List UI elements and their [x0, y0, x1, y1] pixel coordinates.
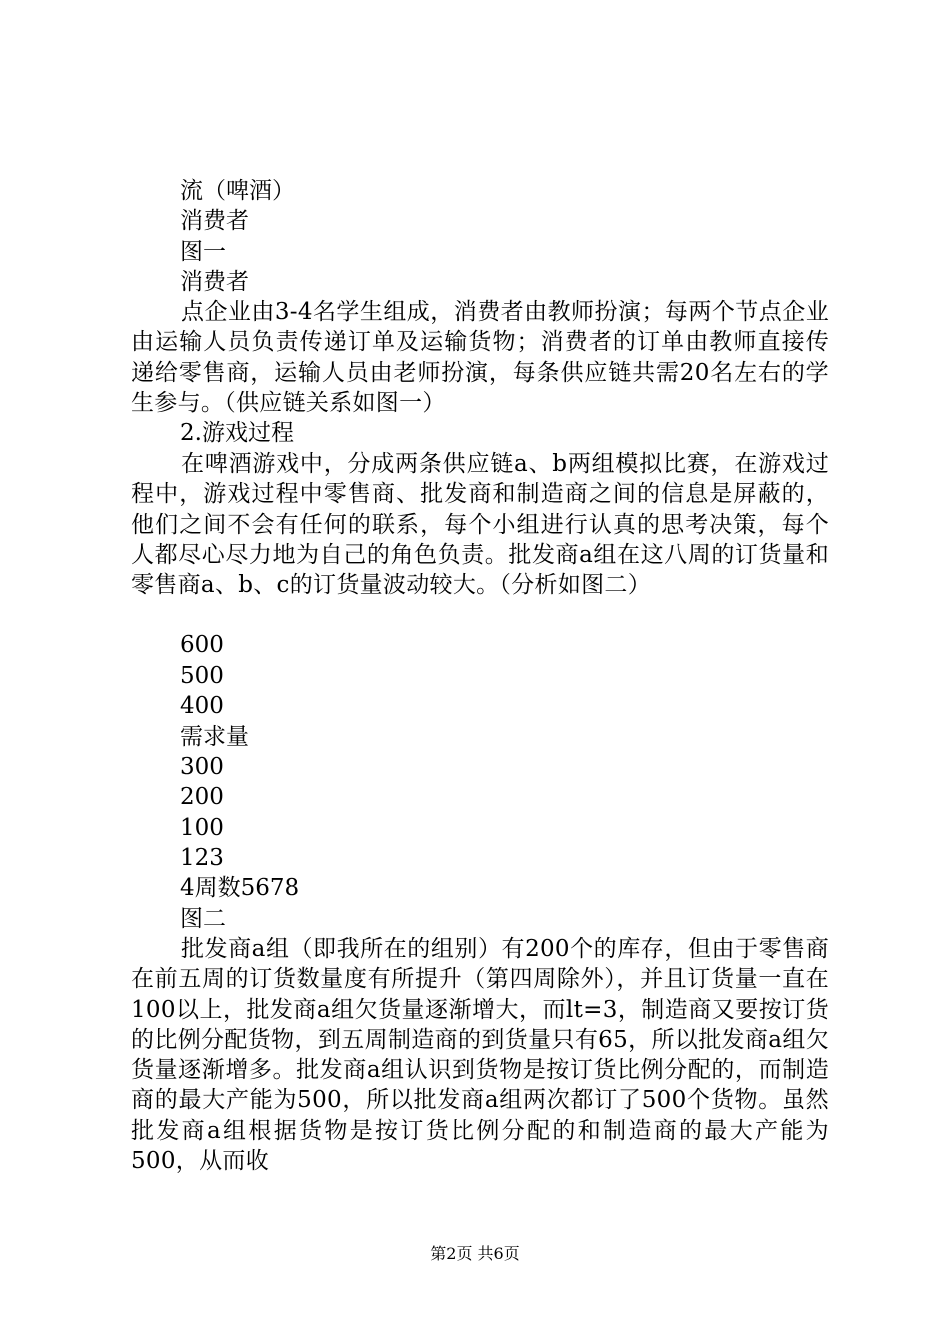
- text-line-liu-pijiu: 流（啤酒）: [180, 178, 295, 204]
- text-line-consumer-2: 消费者: [180, 269, 249, 295]
- chart-text-123: 123: [180, 845, 224, 871]
- chart-text-weeks: 4周数5678: [180, 875, 300, 901]
- paragraph-wholesaler-analysis: 批发商a组（即我所在的组别）有200个的库存，但由于零售商在前五周的订货数量度有所提升（第四周除外），并且订货量一直在100以上，批发商a组欠货量逐渐增大，而lt=3，制造商又要按订货的比例分配货物，到五周制造商的到货量只有65，所以批发商a组欠货量逐渐增多。批发商a组认识到货物是按订货比例分配的，而制造商的最大产能为500，所以批发商a组两次都订了500个货物。虽然批发商a组根据货物是按订货比例分配的和制造商的最大产能为500，从而收: [131, 936, 829, 1175]
- paragraph-beer-game: 在啤酒游戏中，分成两条供应链a、b两组模拟比赛，在游戏过程中，游戏过程中零售商、批发商和制造商之间的信息是屏蔽的，他们之间不会有任何的联系，每个小组进行认真的思考决策，每个人都尽心尽力地为自己的角色负责。批发商a组在这八周的订货量和零售商a、b、c的订货量波动较大。（分析如图二）: [131, 451, 829, 599]
- figure-label-2: 图二: [180, 906, 226, 932]
- page-footer: 第2页 共6页: [430, 1244, 520, 1263]
- chart-text-500: 500: [180, 663, 224, 689]
- section-heading-game-process: 2.游戏过程: [180, 420, 294, 446]
- chart-text-demand: 需求量: [180, 724, 249, 750]
- chart-text-100: 100: [180, 815, 224, 841]
- text-line-consumer: 消费者: [180, 208, 249, 234]
- figure-label-1: 图一: [180, 239, 226, 265]
- paragraph-node-enterprise: 点企业由3-4名学生组成，消费者由教师扮演；每两个节点企业由运输人员负责传递订单及运输货物；消费者的订单由教师直接传递给零售商，运输人员由老师扮演，每条供应链共需20名左右的学生参与。（供应链关系如图一）: [131, 299, 829, 416]
- chart-text-300: 300: [180, 754, 224, 780]
- chart-text-400: 400: [180, 693, 224, 719]
- chart-text-600: 600: [180, 632, 224, 658]
- chart-text-200: 200: [180, 784, 224, 810]
